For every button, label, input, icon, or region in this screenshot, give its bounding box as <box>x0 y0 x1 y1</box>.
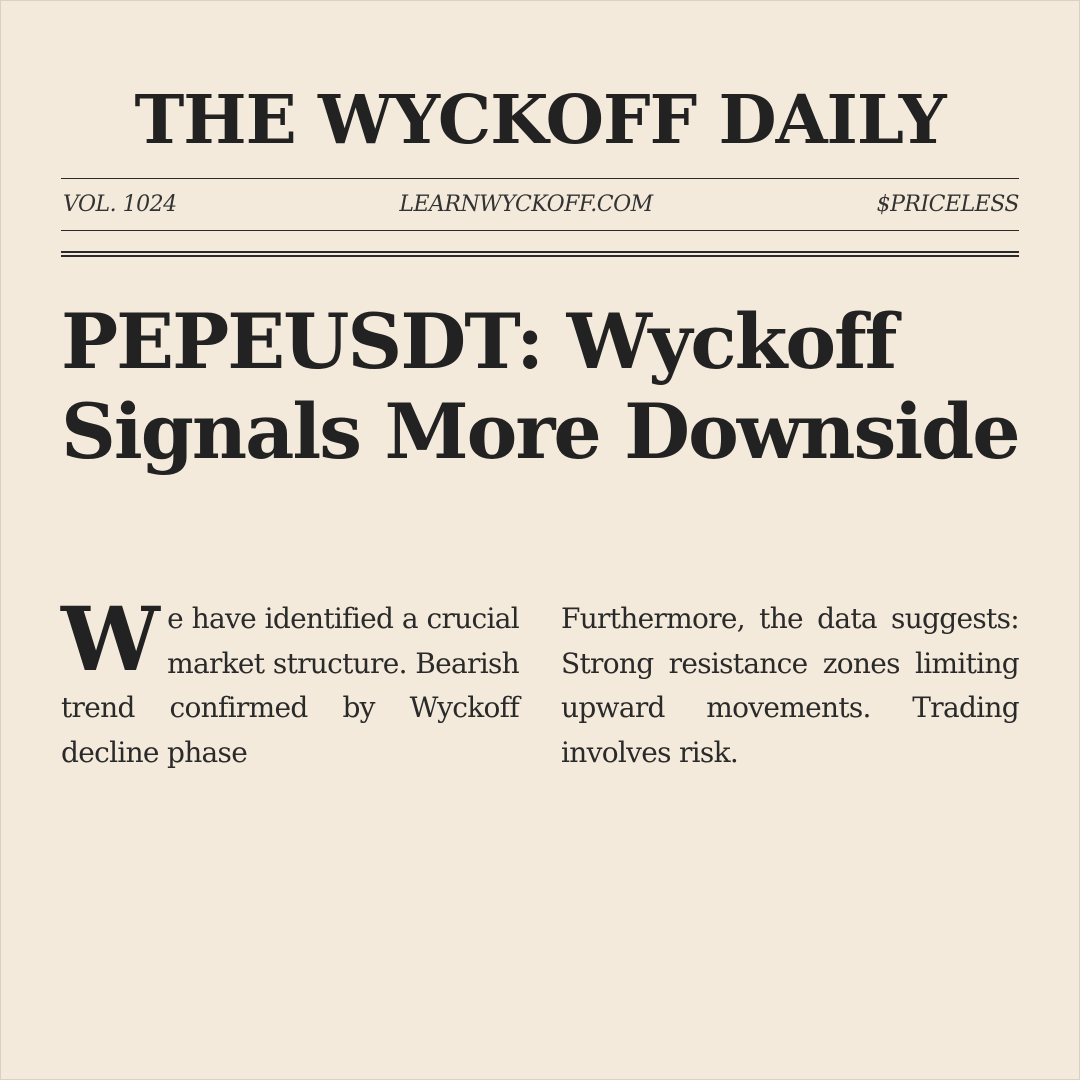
article-column-left <box>61 587 519 775</box>
column-right-text: Furthermore, the data suggests: Strong resistance zones limiting upward movements. Trading involves risk. <box>561 602 1019 769</box>
website-label: LEARNWYCKOFF.COM <box>399 192 653 217</box>
price-label: $PRICELESS <box>876 192 1019 217</box>
article-headline: PEPEUSDT: Wyckoff Signals More Downside <box>61 297 1019 476</box>
drop-cap: W <box>61 587 160 691</box>
masthead-title: THE WYCKOFF DAILY <box>134 80 946 159</box>
column-left-text: e have identified a crucial market structure. Bearish trend confirmed by Wyckoff decline phase <box>61 602 519 769</box>
masthead-top-rule <box>61 178 1019 179</box>
masthead-bottom-rule <box>61 230 1019 231</box>
double-rule-top <box>61 251 1019 253</box>
volume-label: VOL. 1024 <box>63 192 177 217</box>
double-rule-bottom <box>61 255 1019 257</box>
article-column-right <box>561 597 1019 775</box>
